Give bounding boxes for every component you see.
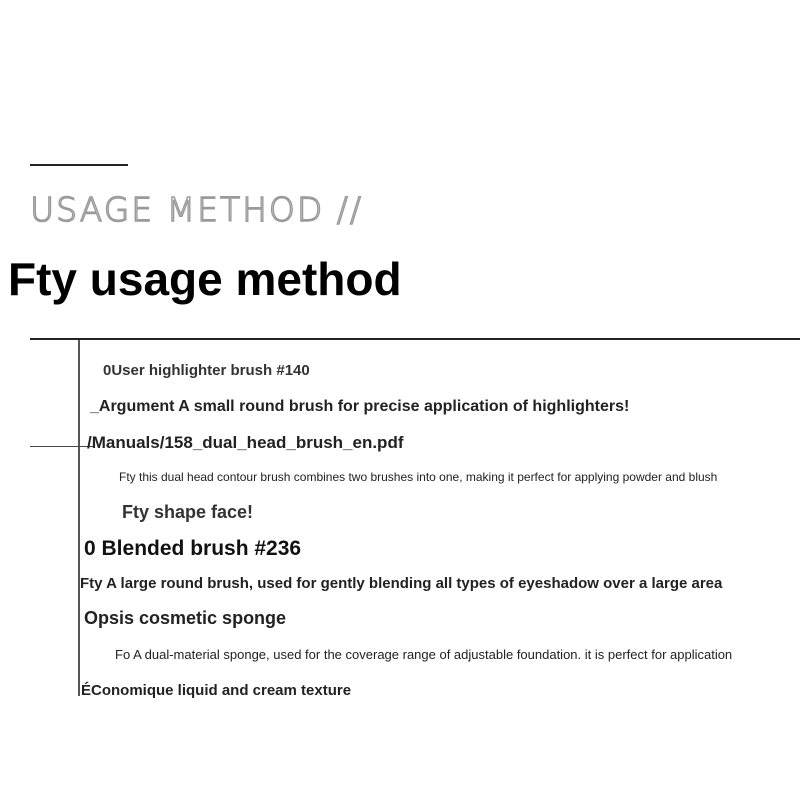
usage-line-shape-face: Fty shape face! [122,502,254,522]
section-eyebrow: USAGE METHOD // [30,190,364,229]
short-divider [30,446,94,447]
usage-line-large-round-brush: Fty A large round brush, used for gently blending all types of eyeshadow over a large area [80,575,723,592]
usage-line-blended-brush: 0 Blended brush #236 [84,537,302,560]
top-accent-rule [30,164,128,166]
usage-line-dual-head-brush: Fty this dual head contour brush combines two brushes into one, making it perfect for applying powder and blush [119,470,718,484]
usage-line-highlighter-brush: 0User highlighter brush #140 [103,362,310,379]
usage-line-cosmetic-sponge: Opsis cosmetic sponge [84,608,287,628]
usage-line-liquid-cream-texture: ÉConomique liquid and cream texture [81,682,352,699]
usage-line-dual-material-sponge: Fo A dual-material sponge, used for the coverage range of adjustable foundation. it is perfect for application [115,647,733,662]
page-title: Fty usage method [8,253,402,305]
manual-link[interactable]: /Manuals/158_dual_head_brush_en.pdf [87,433,404,452]
vertical-divider [78,340,80,696]
main-divider [30,338,800,340]
usage-line-small-round-brush: _Argument A small round brush for precise application of highlighters! [90,398,630,415]
